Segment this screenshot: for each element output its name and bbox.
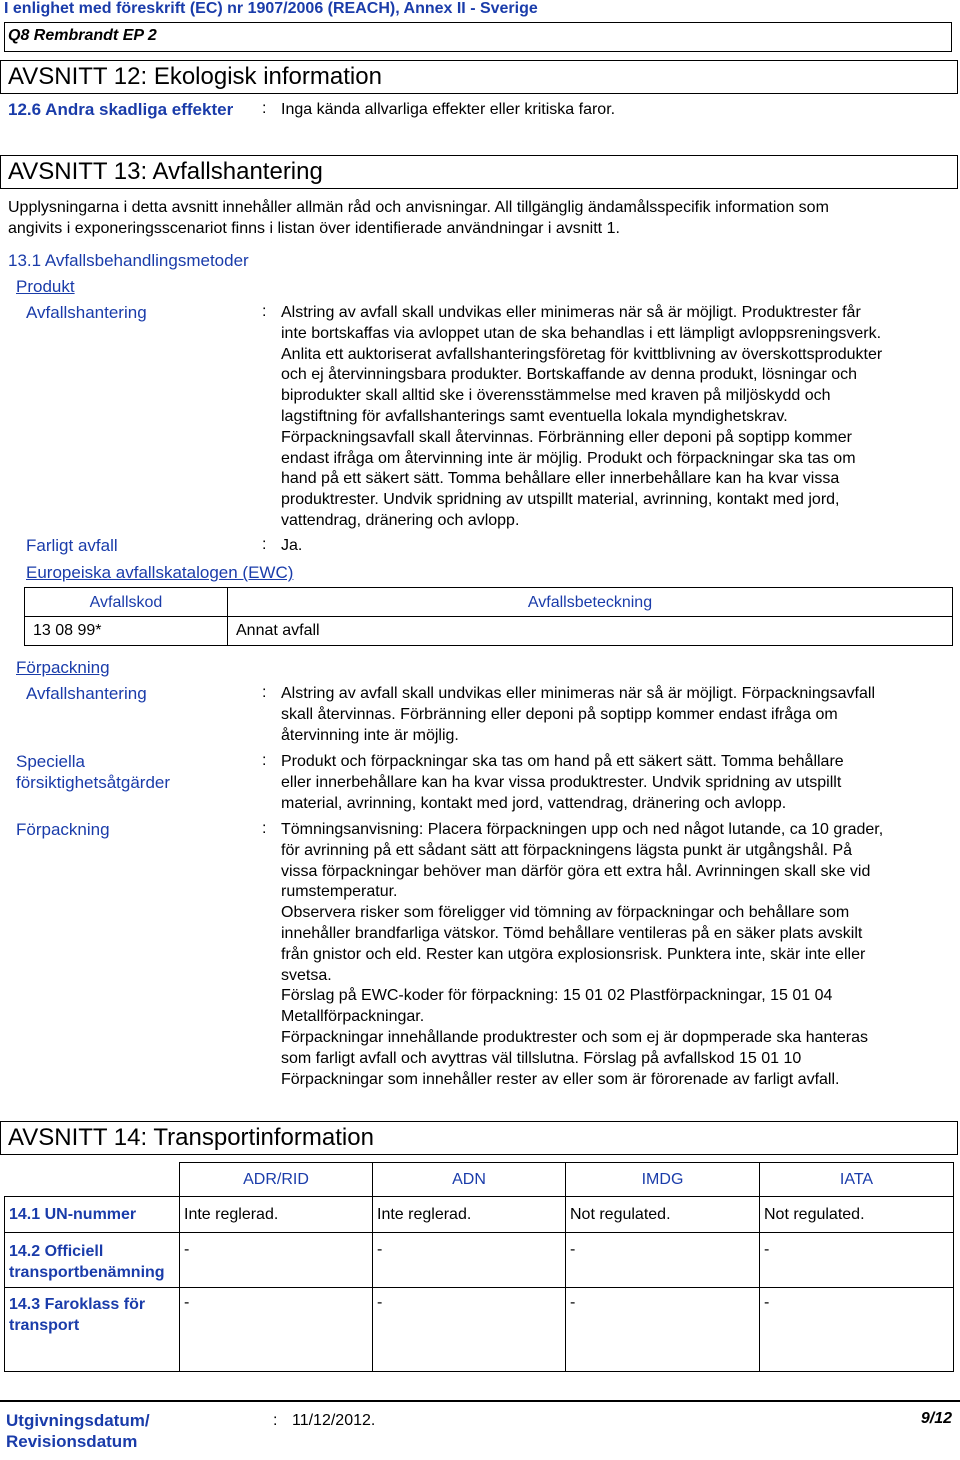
text-line: inte bortskaffas via avloppet utan de ska behandlas i ett lämpligt avloppsreningsverk.: [281, 324, 882, 342]
footer-label: [6, 1410, 150, 1452]
speciella-value: [281, 752, 951, 814]
row-label-line: transportbenämning: [9, 1264, 165, 1281]
row-label-un-nummer: [5, 1197, 180, 1233]
ewc-code-cell: 13 08 99*: [25, 617, 228, 646]
row-label-line: 14.2 Officiell: [9, 1243, 104, 1260]
ewc-table: [24, 587, 953, 646]
transport-table: [4, 1162, 954, 1372]
ewc-col-avfallskod: Avfallskod: [25, 588, 228, 617]
speciella-label-line-2: försiktighetsåtgärder: [16, 773, 171, 792]
cell-iata: Not regulated.: [760, 1197, 954, 1233]
text-line: Metallförpackningar.: [281, 1008, 425, 1026]
col-adn: ADN: [373, 1163, 566, 1197]
cell-imdg: -: [566, 1288, 760, 1372]
avfallshantering-value: [281, 303, 951, 532]
ewc-heading: Europeiska avfallskatalogen (EWC): [26, 563, 294, 582]
table-row: [25, 617, 953, 646]
text-line: produktrester. Undvik spridning av utspillt material, avrinning, kontakt med jord,: [281, 491, 840, 509]
ewc-col-avfallsbeteckning: Avfallsbeteckning: [228, 588, 953, 617]
row-label-officiell-transportbenamning: [5, 1233, 180, 1288]
text-line: lagstiftning för avfallshanterings samt eventuella lokala myndighetskrav.: [281, 407, 788, 425]
forpackning-label: Förpackning: [16, 820, 110, 839]
text-line: Förpackningsavfall skall återvinnas. Förbränning eller deponi på soptipp kommer: [281, 428, 852, 446]
ewc-description-cell: Annat avfall: [228, 617, 953, 646]
forp-avfallshantering-colon: :: [262, 684, 267, 701]
text-line: Alstring av avfall skall undvikas eller minimeras när så är möjligt. Produktrester får: [281, 304, 861, 321]
text-line: rumstemperatur.: [281, 883, 398, 901]
footer-label-line-1: Utgivningsdatum/: [6, 1411, 150, 1430]
s13-intro-line-1: Upplysningarna i detta avsnitt innehåller allmän råd och anvisningar. All tillgänglig ändamålsspecifik information som: [8, 199, 829, 216]
product-name: Q8 Rembrandt EP 2: [8, 27, 157, 44]
text-line: skall återvinnas. Förbränning eller deponi på soptipp kommer endast ifråga om: [281, 705, 838, 723]
text-line: från gnistor och eld. Rester kan utgöra explosionsrisk. Punktera inte, skär inte eller: [281, 945, 866, 963]
text-line: och ej återvinningsbara produkter. Bortskaffande av denna produkt, lösningar och: [281, 366, 858, 384]
document-header-title: I enlighet med föreskrift (EC) nr 1907/2006 (REACH), Annex II - Sverige: [4, 0, 538, 17]
s13-intro-line-2: angivits i exponeringsscenariot finns i listan över identifierade användningar i avsnitt 1.: [8, 220, 620, 237]
cell-imdg: Not regulated.: [566, 1197, 760, 1233]
text-line: Tömningsanvisning: Placera förpackningen upp och ned något lutande, ca 10 grader,: [281, 821, 884, 838]
text-line: Anlita ett auktoriserat avfallshanteringsföretag för kvittblivning av överskottsprodukter: [281, 345, 883, 363]
farligt-avfall-label: Farligt avfall: [26, 536, 118, 555]
section-14-title: AVSNITT 14: Transportinformation: [8, 1124, 374, 1151]
speciella-label: [16, 751, 170, 793]
section-12-title: AVSNITT 12: Ekologisk information: [8, 63, 382, 90]
forpackning-heading: Förpackning: [16, 658, 110, 677]
produkt-heading: Produkt: [16, 277, 75, 296]
farligt-avfall-value: Ja.: [281, 537, 303, 554]
text-line: Förpackningar som innehåller rester av eller som är förorenade av farligt avfall.: [281, 1070, 840, 1088]
cell-adn: -: [373, 1288, 566, 1372]
cell-adr: Inte reglerad.: [180, 1197, 373, 1233]
avfallshantering-colon: :: [262, 303, 267, 320]
footer-date: 11/12/2012.: [292, 1412, 376, 1429]
cell-imdg: -: [566, 1233, 760, 1288]
farligt-avfall-colon: :: [262, 536, 267, 553]
footer-divider: [0, 1400, 960, 1402]
cell-adr: -: [180, 1233, 373, 1288]
forpackning-colon: :: [262, 820, 267, 837]
cell-iata: -: [760, 1288, 954, 1372]
text-line: återvinning inte är möjlig.: [281, 726, 459, 744]
text-line: biprodukter skall alltid ske i överensstämmelse med kraven på miljöskydd och: [281, 387, 831, 405]
text-line: innehåller brandfarliga vätskor. Tömd behållare ventileras på en säker plats avskilt: [281, 924, 863, 942]
avfallshantering-label: Avfallshantering: [26, 303, 147, 322]
table-row: [5, 1233, 954, 1288]
text-line: Förpackningar innehållande produktrester och som ej är dopmperade ska hanteras: [281, 1028, 869, 1046]
speciella-label-line-1: Speciella: [16, 752, 85, 771]
ewc-header-row: [25, 588, 953, 617]
text-line: Produkt och förpackningar ska tas om hand på ett säkert sätt. Tomma behållare: [281, 753, 844, 770]
text-line: material, avrinning, kontakt med jord, vattendrag, dränering och avlopp.: [281, 794, 787, 812]
text-line: Alstring av avfall skall undvikas eller minimeras när så är möjligt. Förpackningsavfall: [281, 685, 876, 702]
text-line: Observera risker som föreligger vid tömning av förpackningar och behållare som: [281, 904, 850, 922]
forp-avfallshantering-value: [281, 684, 951, 746]
row-label-faroklass: [5, 1288, 180, 1372]
s13-1-subtitle: 13.1 Avfallsbehandlingsmetoder: [8, 251, 249, 270]
text-line: som farligt avfall och avyttras väl tillslutna. Förslag på avfallskod 15 01 10: [281, 1049, 802, 1067]
col-iata: IATA: [760, 1163, 954, 1197]
row-label-line: transport: [9, 1317, 80, 1334]
col-adr-rid: ADR/RID: [180, 1163, 373, 1197]
cell-adn: -: [373, 1233, 566, 1288]
text-line: Förslag på EWC-koder för förpackning: 15 01 02 Plastförpackningar, 15 01 04: [281, 987, 833, 1005]
speciella-colon: :: [262, 752, 267, 769]
row-label-line: 14.1 UN-nummer: [9, 1206, 137, 1223]
table-row: [5, 1288, 954, 1372]
text-line: svetsa.: [281, 966, 332, 984]
transport-corner-cell: [5, 1163, 180, 1197]
text-line: vissa förpackningar behöver man därför göra ett extra hål. Avrinningen skall ske vid: [281, 862, 871, 880]
footer-label-line-2: Revisionsdatum: [6, 1432, 138, 1451]
cell-adr: -: [180, 1288, 373, 1372]
forpackning-value: [281, 820, 951, 1090]
s12-6-value: Inga kända allvarliga effekter eller kritiska faror.: [281, 101, 616, 118]
table-row: [5, 1197, 954, 1233]
cell-iata: -: [760, 1233, 954, 1288]
row-label-line: 14.3 Faroklass för: [9, 1296, 146, 1313]
transport-header-row: [5, 1163, 954, 1197]
page-number: 9/12: [920, 1410, 952, 1427]
cell-adn: Inte reglerad.: [373, 1197, 566, 1233]
s12-6-label: 12.6 Andra skadliga effekter: [8, 100, 234, 119]
text-line: endast ifråga om återvinning inte är möjlig. Produkt och förpackningar ska tas om: [281, 449, 856, 467]
text-line: för avrinning på ett sådant sätt att förpackningens lägsta punkt är utgångshål. På: [281, 841, 853, 859]
footer-colon: :: [273, 1412, 278, 1429]
forp-avfallshantering-label: Avfallshantering: [26, 684, 147, 703]
section-13-title: AVSNITT 13: Avfallshantering: [8, 158, 323, 185]
s12-6-colon: :: [262, 100, 267, 117]
text-line: vattendrag, dränering och avlopp.: [281, 511, 520, 529]
text-line: eller innerbehållare kan ha kvar vissa produktrester. Undvik spridning av utspillt: [281, 773, 842, 791]
text-line: hand på ett säkert sätt. Tomma behållare eller innerbehållare kan ha kvar vissa: [281, 470, 840, 488]
col-imdg: IMDG: [566, 1163, 760, 1197]
